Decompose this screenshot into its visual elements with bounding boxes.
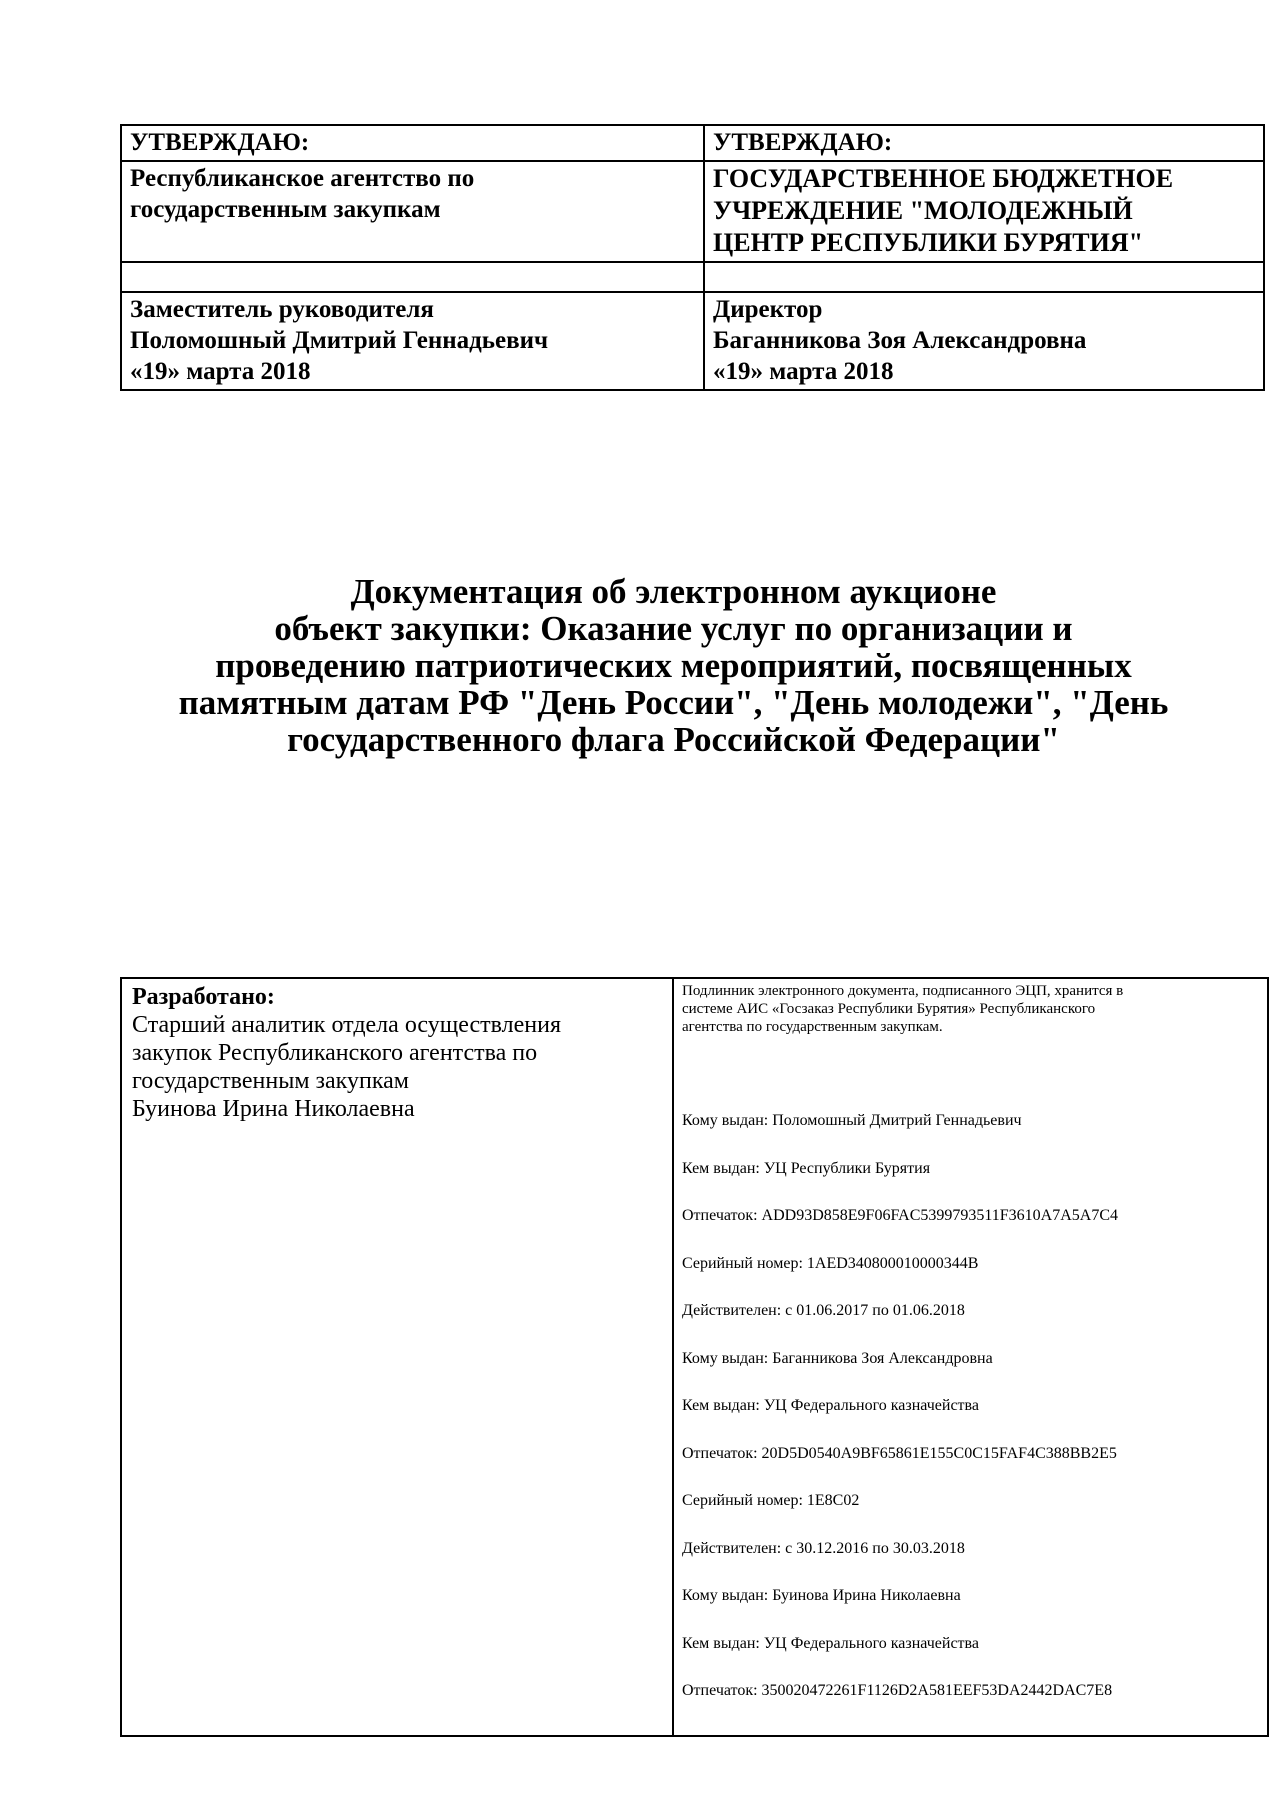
developer-name: Буинова Ирина Николаевна xyxy=(132,1096,415,1122)
signature-header-line: Подлинник электронного документа, подписанного ЭЦП, хранится в xyxy=(682,983,1124,999)
signature-entry: Кому выдан: Буинова Ирина Николаевна xyxy=(682,1587,961,1604)
signature-entry: Действителен: с 30.12.2016 по 30.03.2018 xyxy=(682,1539,965,1557)
signature-entry: Кому выдан: Баганникова Зоя Александровна xyxy=(682,1349,993,1367)
developer-cell xyxy=(121,978,673,1736)
signature-entry: Серийный номер: 1AED340800010000344B xyxy=(682,1254,979,1272)
approval-empty-right xyxy=(704,262,1264,292)
approval-org-left xyxy=(121,161,704,262)
signature-header-line: системе АИС «Госзаказ Республики Бурятия» Республиканского xyxy=(682,1001,1096,1017)
signature-entry: Кем выдан: УЦ Федерального казначейства xyxy=(682,1397,979,1414)
title-line: объект закупки: Оказание услуг по организации и xyxy=(274,609,1073,648)
approval-signer-right xyxy=(704,292,1264,390)
approval-org-right xyxy=(704,161,1264,262)
signer-right-position: Директор xyxy=(713,296,823,323)
signature-entry: Серийный номер: 1E8C02 xyxy=(682,1492,860,1509)
signature-header xyxy=(682,982,1259,1036)
signature-entry: Отпечаток: ADD93D858E9F06FAC5399793511F3610A7A5A7C4 xyxy=(682,1207,1119,1224)
title-line: Документация об электронном аукционе xyxy=(350,572,997,611)
developer-line: закупок Республиканского агентства по xyxy=(132,1040,538,1066)
approval-heading-right: УТВЕРЖДАЮ: xyxy=(704,125,1264,161)
signer-left-position: Заместитель руководителя xyxy=(130,296,434,323)
org-left-line: государственным закупкам xyxy=(130,196,441,223)
document-title xyxy=(100,573,1247,758)
signature-entry: Отпечаток: 20D5D0540A9BF65861E155C0C15FAF4C388BB2E5 xyxy=(682,1444,1117,1462)
signer-left-date: «19» марта 2018 xyxy=(130,358,311,385)
signature-header-line: агентства по государственным закупкам. xyxy=(682,1019,943,1035)
developer-label: Разработано: xyxy=(132,984,275,1010)
approval-heading-left: УТВЕРЖДАЮ: xyxy=(121,125,704,161)
org-right-line: ГОСУДАРСТВЕННОЕ БЮДЖЕТНОЕ xyxy=(713,164,1174,193)
developer-line: Старший аналитик отдела осуществления xyxy=(132,1012,561,1038)
title-line: государственного флага Российской Федерации" xyxy=(287,720,1060,759)
approval-signer-left xyxy=(121,292,704,390)
signer-right-name: Баганникова Зоя Александровна xyxy=(713,327,1087,354)
developer-signature-table xyxy=(120,977,1269,1737)
signature-entry: Отпечаток: 350020472261F1126D2A581EEF53DA2442DAC7E8 xyxy=(682,1682,1113,1699)
signature-entry: Кем выдан: УЦ Федерального казначейства xyxy=(682,1634,979,1652)
signature-entry: Кем выдан: УЦ Республики Бурятия xyxy=(682,1159,931,1177)
org-right-line: УЧРЕЖДЕНИЕ "МОЛОДЕЖНЫЙ xyxy=(713,196,1133,225)
signature-info-cell xyxy=(673,978,1268,1736)
signature-entry: Кому выдан: Поломошный Дмитрий Геннадьевич xyxy=(682,1112,1022,1129)
approval-table xyxy=(120,124,1265,391)
title-line: памятным датам РФ "День России", "День молодежи", "День xyxy=(178,683,1169,722)
approval-empty-left xyxy=(121,262,704,292)
org-left-line: Республиканское агентство по xyxy=(130,165,475,192)
signer-right-date: «19» марта 2018 xyxy=(713,358,894,385)
developer-line: государственным закупкам xyxy=(132,1068,409,1094)
title-line: проведению патриотических мероприятий, посвященных xyxy=(215,646,1132,685)
signer-left-name: Поломошный Дмитрий Геннадьевич xyxy=(130,327,549,354)
signature-entry: Действителен: с 01.06.2017 по 01.06.2018 xyxy=(682,1302,965,1319)
org-right-line: ЦЕНТР РЕСПУБЛИКИ БУРЯТИЯ" xyxy=(713,228,1144,257)
